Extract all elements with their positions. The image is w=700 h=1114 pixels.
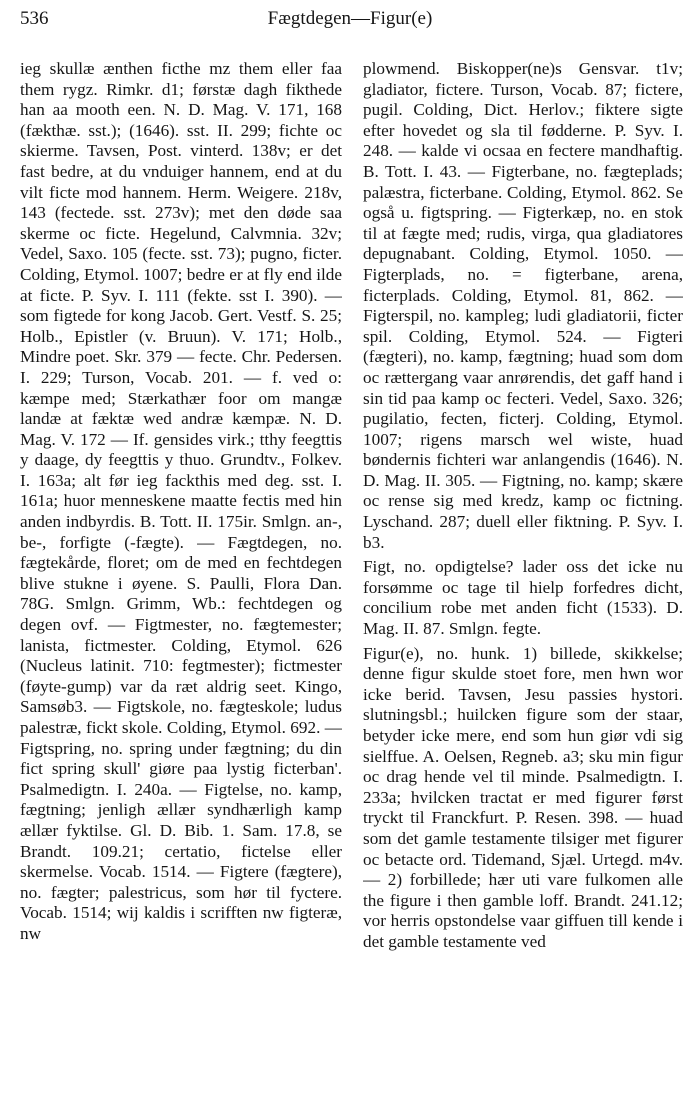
running-title: Fægtdegen—Figur(e)	[267, 8, 433, 29]
page-header	[20, 4, 680, 38]
entry-text: plowmend. Biskopper(ne)s Gensvar. t1v; gladiator, fictere. Turson, Vocab. 87; fictere, pugil. Colding, Dict. Herlov.; fiktere sigte efter hovedet og sla til fødderne. P. Syv. I. 248. — kalde vi ocsaa en fectere mandhaftig. B. Tott. I. 43. — Figterbane, no. fægteplads; palæstra, ficterbane. Colding, Etymol. 862. Se også u. figtspring. — Figterkæp, no. en stok til at fægte med; rudis, virga, qua gladiatores depugnabant. Colding, Etymol. 1050. — Figterplads, no. = figterbane, arena, ficterplads. Colding, Etymol. 81, 862. — Figterspil, no. kampleg; ludi gladiatorii, ficter spil. Colding, Etymol. 524. — Figteri (fægteri), no. kamp, fægtning; huad som dom oc rættergang vaar anrørendis, det gaff hand i sin tid paa kamp oc fecteri. Vedel, Saxo. 326; pugilatio, fecten, ficterj. Colding, Etymol. 1007; rigens marsch wel wiste, huad bøndernis fichteri war anlangendis (1646). N. D. Mag. II. 305. — Figtning, no. kamp; skære oc rense sig med kredz, kamp oc fictning. Lyschand. 287; duell eller fiktning. P. Syv. I. b3.	[363, 59, 683, 552]
right-column	[363, 59, 683, 1109]
page-number: 536	[20, 8, 49, 29]
entry-figt: Figt, no. opdigtelse? lader oss det icke nu forsømme oc tage til hielp forfedres dicht, concilium robe met anden ficht (1533). D. Mag. II. 87. Smlgn. fegte.	[363, 557, 683, 639]
entry-figur: Figur(e), no. hunk. 1) billede, skikkelse; denne figur skulde stoet fore, men hwn wor icke berid. Tavsen, Jesu passies hystori. slutningsbl.; huilcken figure som der staar, betyder icke mere, end som hun giør vdi sig sielffue. A. Oelsen, Regneb. a3; sku min figur oc drag hende vel til minde. Psalmedigtn. I. 233a; hvilcken tractat er med figurer først tryckt til Franckfurt. P. Resen. 398. — huad som det gamle testamente tilsiger met figurer oc betacte ord. Tidemand, Sjæl. Urtegd. m4v. — 2) forbillede; hær uti vare fulkomen alle the figure i then gamble loff. Brandt. 241.12; vor herris opstondelse vaar giffuen till kende i det gamble testamente ved	[363, 643, 683, 951]
entry-text: ieg skullæ ænthen ficthe mz them eller faa them rygz. Rimkr. d1; førstæ dagh fikthede han aa mooth een. N. D. Mag. V. 171, 168 (fækthæ. sst.); (1646). sst. II. 299; fichte oc skierme. Tavsen, Post. vinterd. 138v; er det fast bedre, at du vnduiger hannem, end at du vilt ficte mod hannem. Herm. Weigere. 218v, 143 (fectede. sst. 273v); met den døde saa skerme oc ficte. Hegelund, Calvmnia. 32v; Vedel, Saxo. 105 (fecte. sst. 73); pugno, ficter. Colding, Etymol. 1007; bedre er at fly end ilde at ficte. P. Syv. I. 111 (fekte. sst I. 390). — som figtede for kong Jacob. Gert. Vestf. S. 25; Holb., Epistler (v. Bruun). V. 171; Holb., Mindre poet. Skr. 379 — fecte. Chr. Pedersen. I. 229; Turson, Vocab. 201. — f. ved o: kæmpe med; Stærkathær foor om mangæ landæ at fæktæ wed andræ kæmpæ. N. D. Mag. V. 172 — If. gensides virk.; tthy feegttis y daage, dy feegttis y thuo. Grundtv., Folkev. I. 163a; alt før ieg fackthis med deg. sst. I. 161a; huor menneskene maatte fectis med hin anden indbyrdis. B. Tott. II. 175ir. Smlgn. an-, be-, forfigte (-fægte). — Fægtdegen, no. fægtekårde, floret; om de med en fechtdegen blive stukne i øyene. S. Paulli, Flora Dan. 78G. Smlgn. Grimm, Wb.: fechtdegen og degen ovf. — Figtmester, no. fægtemester; lanista, fictmester. Colding, Etymol. 626 (Nucleus latinit. 710: fegtmester); fictmester (føyte-gump) var da ræt aldrig seet. Kingo, Samsøb3. — Figtskole, no. fægteskole; ludus palestræ, fickt skole. Colding, Etymol. 692. — Figtspring, no. spring under fægtning; du din fict spring skull' giøre paa lystig ficterban'. Psalmedigtn. I. 240a. — Figtelse, no. kamp, fægtning; jenligh ællær syndhærligh kamp ællær fyktilse. Gl. D. Bib. 1. Sam. 17.8, se Brandt. 109.21; certatio, fictelse eller skermelse. Vocab. 1514. — Figtere (fægtere), no. fægter; palestricus, som hør til fyctere. Vocab. 1514; wij kaldis i scrifften nw figteræ, nw	[20, 59, 342, 943]
left-column	[20, 59, 342, 1109]
